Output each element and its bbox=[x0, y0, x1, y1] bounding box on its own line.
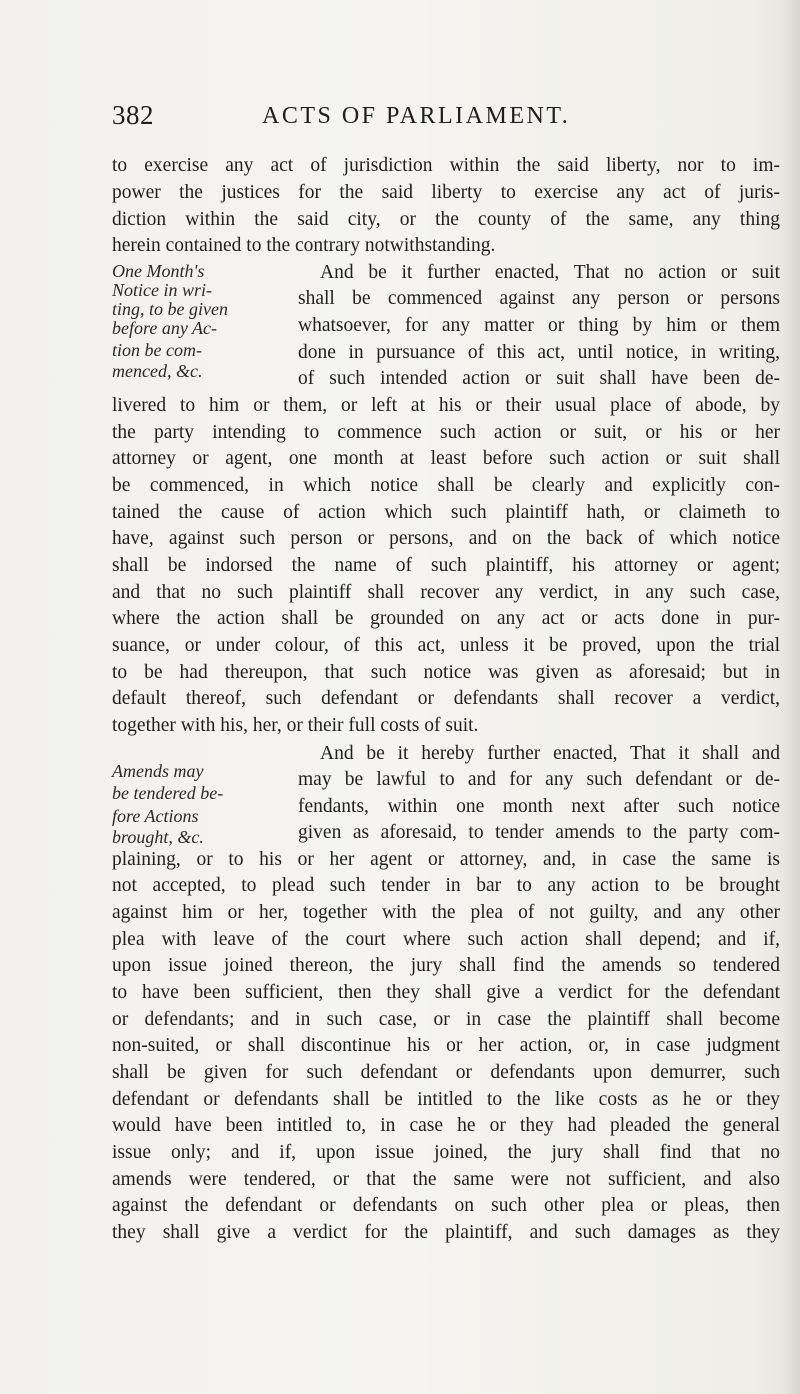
text-line: of such intended action or suit shall have been de- bbox=[298, 368, 780, 389]
margin-note-line: be tendered be- bbox=[112, 783, 224, 803]
text-line: diction within the said city, or the county of the same, any thing bbox=[112, 209, 780, 230]
margin-note-line: One Month's bbox=[112, 261, 205, 281]
text-line: they shall give a verdict for the plaintiff, and such damages as they bbox=[112, 1222, 780, 1243]
margin-note-line: menced, &c. bbox=[112, 361, 203, 381]
text-line: to have been sufficient, then they shall give a verdict for the defendant bbox=[112, 982, 780, 1003]
text-line: issue only; and if, upon issue joined, the jury shall find that no bbox=[112, 1142, 780, 1163]
text-line: may be lawful to and for any such defendant or de- bbox=[298, 769, 780, 790]
running-head bbox=[112, 100, 732, 140]
text-line: against him or her, together with the plea of not guilty, and any other bbox=[112, 902, 780, 923]
text-line: to exercise any act of jurisdiction within the said liberty, nor to im- bbox=[112, 155, 780, 176]
margin-note-line: before any Ac- bbox=[112, 318, 217, 338]
text-line: shall be commenced against any person or persons bbox=[298, 288, 780, 309]
text-line: non-suited, or shall discontinue his or her action, or, in case judgment bbox=[112, 1035, 780, 1056]
text-line: shall be indorsed the name of such plaintiff, his attorney or agent; bbox=[112, 555, 780, 576]
text-line: shall be given for such defendant or defendants upon demurrer, such bbox=[112, 1062, 780, 1083]
text-line: amends were tendered, or that the same were not sufficient, and also bbox=[112, 1169, 780, 1190]
text-line: be commenced, in which notice shall be clearly and explicitly con- bbox=[112, 475, 780, 496]
text-line: have, against such person or persons, and on the back of which notice bbox=[112, 528, 780, 549]
text-line: herein contained to the contrary notwithstanding. bbox=[112, 235, 496, 256]
margin-note-line: ting, to be given bbox=[112, 299, 228, 319]
text-line: defendant or defendants shall be intitled to the like costs as he or they bbox=[112, 1089, 780, 1110]
text-line: given as aforesaid, to tender amends to the party com- bbox=[298, 822, 780, 843]
text-line: where the action shall be grounded on any act or acts done in pur- bbox=[112, 608, 780, 629]
margin-note-line: Amends may bbox=[112, 761, 204, 781]
text-line: whatsoever, for any matter or thing by him or them bbox=[298, 315, 780, 336]
text-line: not accepted, to plead such tender in bar to any action to be brought bbox=[112, 875, 780, 896]
running-title: ACTS OF PARLIAMENT. bbox=[262, 103, 571, 129]
text-line: tained the cause of action which such plaintiff hath, or claimeth to bbox=[112, 502, 780, 523]
text-line: done in pursuance of this act, until notice, in writing, bbox=[298, 342, 780, 363]
text-line: And be it hereby further enacted, That it shall and bbox=[320, 743, 780, 764]
text-line: against the defendant or defendants on such other plea or pleas, then bbox=[112, 1195, 780, 1216]
text-line: to be had thereupon, that such notice was given as aforesaid; but in bbox=[112, 662, 780, 683]
text-line: upon issue joined thereon, the jury shall find the amends so tendered bbox=[112, 955, 780, 976]
text-line: plea with leave of the court where such action shall depend; and if, bbox=[112, 929, 780, 950]
margin-note-line: fore Actions bbox=[112, 806, 199, 826]
text-line: attorney or agent, one month at least before such action or suit shall bbox=[112, 448, 780, 469]
text-line: suance, or under colour, of this act, unless it be proved, upon the trial bbox=[112, 635, 780, 656]
text-line: And be it further enacted, That no action or suit bbox=[320, 262, 780, 283]
page-number: 382 bbox=[112, 100, 154, 130]
text-line: livered to him or them, or left at his or their usual place of abode, by bbox=[112, 395, 780, 416]
text-line: default thereof, such defendant or defendants shall recover a verdict, bbox=[112, 688, 780, 709]
text-line: fendants, within one month next after such notice bbox=[298, 796, 780, 817]
page-edge-shadow bbox=[782, 0, 800, 1394]
text-line: power the justices for the said liberty to exercise any act of juris- bbox=[112, 182, 780, 203]
margin-note-line: tion be com- bbox=[112, 340, 202, 360]
text-line: plaining, or to his or her agent or attorney, and, in case the same is bbox=[112, 849, 780, 870]
text-line: or defendants; and in such case, or in case the plaintiff shall become bbox=[112, 1009, 780, 1030]
margin-note-line: brought, &c. bbox=[112, 827, 204, 847]
text-line: the party intending to commence such action or suit, or his or her bbox=[112, 422, 780, 443]
margin-note-line: Notice in wri- bbox=[112, 280, 212, 300]
text-line: would have been intitled to, in case he or they had pleaded the general bbox=[112, 1115, 780, 1136]
text-line: together with his, her, or their full costs of suit. bbox=[112, 715, 479, 736]
text-line: and that no such plaintiff shall recover any verdict, in any such case, bbox=[112, 582, 780, 603]
